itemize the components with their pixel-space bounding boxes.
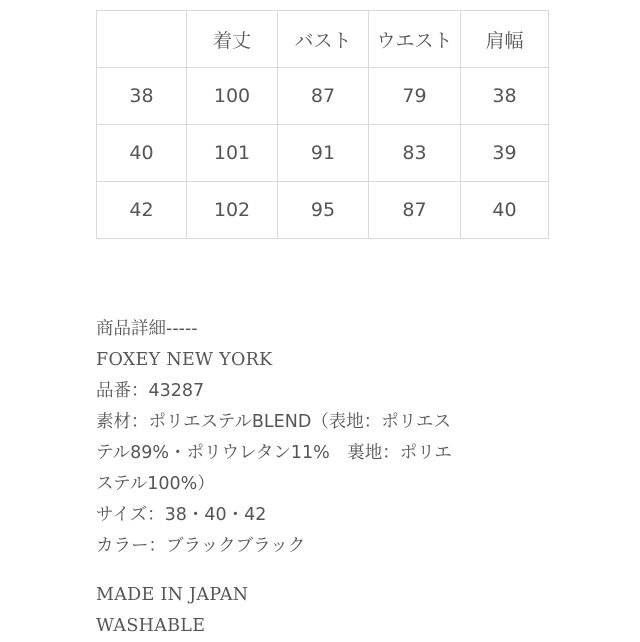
table-cell: 95 [278,182,369,239]
table-cell: 83 [369,125,461,182]
table-cell: 87 [278,68,369,125]
item-number: 品番：43287 [96,381,205,401]
table-row [97,125,549,182]
table-cell: 38 [97,68,187,125]
material-text: ステル100%） [96,474,215,494]
origin-text: MADE IN JAPAN [96,585,249,605]
table-cell: 102 [187,182,278,239]
table-cell: 87 [369,182,461,239]
table-cell: 100 [187,68,278,125]
table-cell: 38 [461,68,549,125]
brand-name: FOXEY NEW YORK [96,350,273,370]
header-cell: ウエスト [369,11,461,68]
header-cell: 着丈 [187,11,278,68]
header-cell: バスト [278,11,369,68]
table-row [97,182,549,239]
size-list: サイズ：38・40・42 [96,505,267,525]
table-cell: 39 [461,125,549,182]
material-text: 素材：ポリエステルBLEND（表地：ポリエス [96,412,451,432]
washable-text: WASHABLE [96,616,206,636]
table-cell: 40 [97,125,187,182]
table-cell: 42 [97,182,187,239]
color-text: カラー：ブラックブラック [96,536,306,556]
table-header-row [97,11,549,68]
size-table [96,10,549,239]
header-cell: 肩幅 [461,11,549,68]
table-cell: 40 [461,182,549,239]
details-heading: 商品詳細----- [96,319,198,339]
product-details [96,314,636,642]
spacer [96,562,636,580]
material-text: テル89%・ポリウレタン11% 裏地：ポリエ [96,443,452,463]
table-cell: 101 [187,125,278,182]
header-cell [97,11,187,68]
table-cell: 79 [369,68,461,125]
table-row [97,68,549,125]
table-cell: 91 [278,125,369,182]
